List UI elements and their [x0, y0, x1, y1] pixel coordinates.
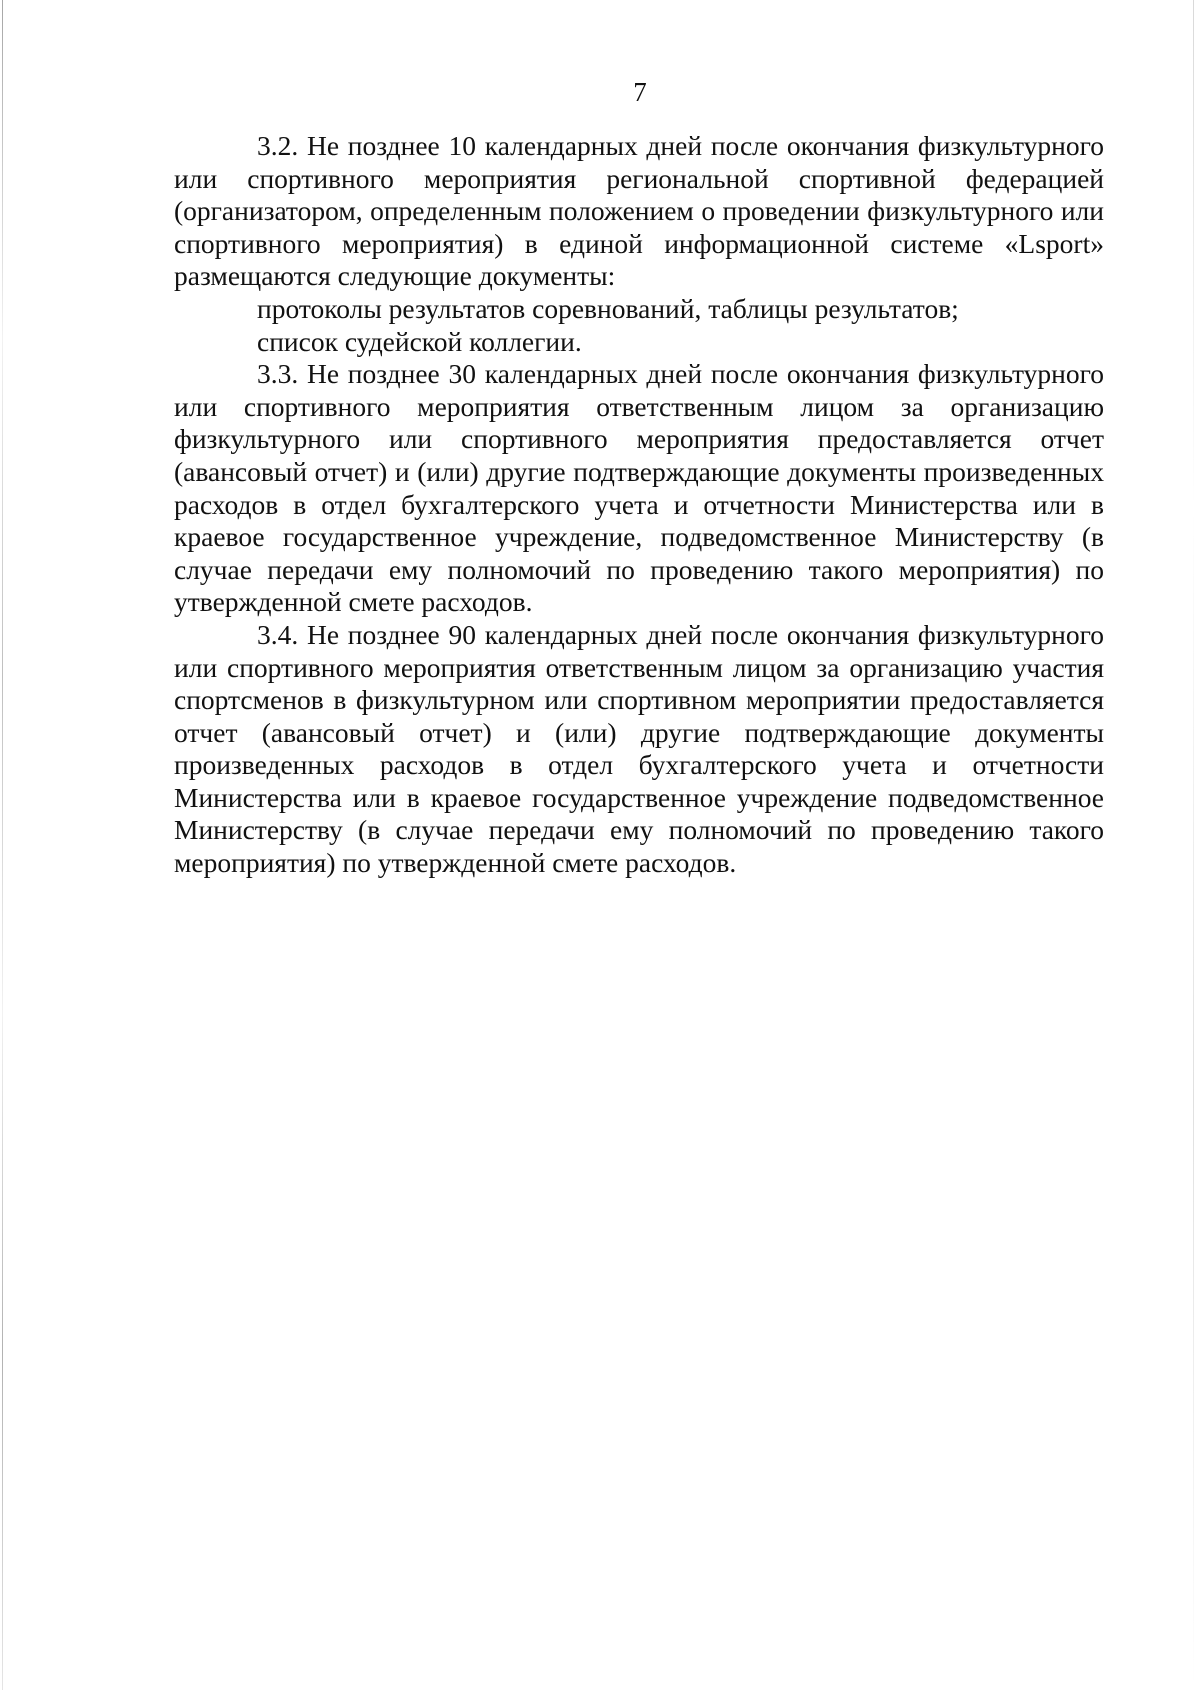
- paragraph-3-3: 3.3. Не позднее 30 календарных дней после окончания физкультурного или спортивного мероприятия ответственным лицом за организацию физкультурного или спортивного мероприятия предоставляется отчет (авансовый отчет) и (или) другие подтверждающие документы произведенных расходов в отдел бухгалтерского учета и отчетности Министерства или в краевое государственное учреждение, подведомственное Министерству (в случае передачи ему полномочий по проведению такого мероприятия) по утвержденной смете расходов.: [174, 358, 1104, 618]
- paragraph-3-2: 3.2. Не позднее 10 календарных дней после окончания физкультурного или спортивного мероприятия региональной спортивной федерацией (организатором, определенным положением о проведении физкультурного или спортивного мероприятия) в единой информационной системе «Lsport» размещаются следующие документы:: [174, 130, 1104, 292]
- scan-edge-left: [2, 0, 3, 1690]
- paragraph-3-4: 3.4. Не позднее 90 календарных дней после окончания физкультурного или спортивного мероприятия ответственным лицом за организацию участия спортсменов в физкультурном или спортивном мероприятии предоставляется отчет (авансовый отчет) и (или) другие подтверждающие документы произведенных расходов в отдел бухгалтерского учета и отчетности Министерства или в краевое государственное учреждение подведомственное Министерству (в случае передачи ему полномочий по проведению такого мероприятия) по утвержденной смете расходов.: [174, 618, 1104, 879]
- list-item-judges: список судейской коллегии.: [257, 325, 582, 357]
- document-body: [174, 130, 1104, 880]
- list-item-protocols: протоколы результатов соревнований, таблицы результатов;: [257, 292, 959, 324]
- page-number: 7: [633, 77, 647, 107]
- scan-edge-right: [1193, 0, 1194, 1690]
